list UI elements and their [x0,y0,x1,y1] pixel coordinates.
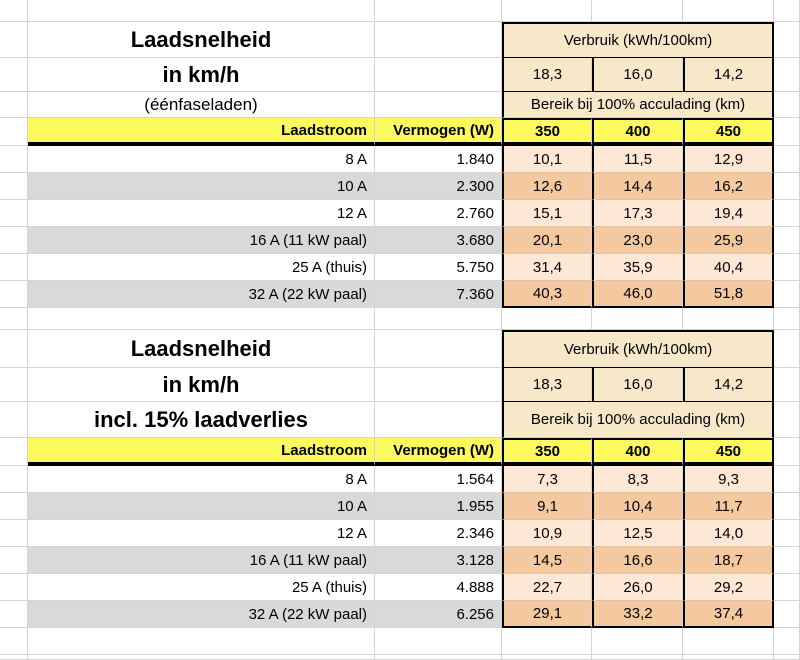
empty-cell [375,22,502,58]
empty-cell [774,574,800,601]
table2-laadstroom-cell[interactable]: 10 A [28,493,375,520]
table2-kmh-value-cell[interactable]: 29,1 [502,601,592,628]
table2-kmh-value-cell[interactable]: 33,2 [592,601,683,628]
table2-laadstroom-cell[interactable]: 16 A (11 kW paal) [28,547,375,574]
empty-cell [0,466,28,493]
table2-laadstroom-cell[interactable]: 32 A (22 kW paal) [28,601,375,628]
empty-cell [0,200,28,227]
table1-subtitle[interactable]: in km/h [28,58,375,92]
table2-verbruik-value-cell[interactable]: 16,0 [592,368,683,402]
empty-cell [774,493,800,520]
table1-kmh-value-cell[interactable]: 10,1 [502,146,592,173]
table2-vermogen-cell[interactable]: 1.564 [375,466,502,493]
table1-verbruik-value-cell[interactable]: 18,3 [502,58,592,92]
table2-bereik-value-cell[interactable]: 400 [592,438,683,466]
table1-kmh-value-cell[interactable]: 51,8 [683,281,774,308]
table1-kmh-value-cell[interactable]: 40,4 [683,254,774,281]
table2-kmh-value-cell[interactable]: 12,5 [592,520,683,547]
table1-kmh-value-cell[interactable]: 40,3 [502,281,592,308]
empty-cell [683,655,774,660]
table2-kmh-value-cell[interactable]: 11,7 [683,493,774,520]
empty-cell [375,330,502,368]
empty-cell [592,308,683,330]
empty-cell [774,92,800,118]
table1-vermogen-cell[interactable]: 5.750 [375,254,502,281]
empty-cell [774,330,800,368]
empty-cell [774,438,800,466]
table2-subtitle[interactable]: in km/h [28,368,375,402]
empty-cell [0,574,28,601]
empty-cell [774,200,800,227]
table1-vermogen-cell[interactable]: 3.680 [375,227,502,254]
table2-bereik-value-cell[interactable]: 350 [502,438,592,466]
empty-cell [592,0,683,22]
empty-cell [0,58,28,92]
empty-cell [0,402,28,438]
empty-cell [375,58,502,92]
empty-cell [774,402,800,438]
empty-cell [774,466,800,493]
table1-verbruik-value-cell[interactable]: 14,2 [683,58,774,92]
empty-cell [774,655,800,660]
empty-cell [774,547,800,574]
table2-kmh-value-cell[interactable]: 14,5 [502,547,592,574]
empty-cell [0,281,28,308]
table2-kmh-value-cell[interactable]: 7,3 [502,466,592,493]
empty-cell [774,368,800,402]
table1-kmh-value-cell[interactable]: 25,9 [683,227,774,254]
table1-vermogen-cell[interactable]: 2.300 [375,173,502,200]
table2-laadstroom-cell[interactable]: 8 A [28,466,375,493]
table2-bereik-value-cell[interactable]: 450 [683,438,774,466]
table2-vermogen-cell[interactable]: 1.955 [375,493,502,520]
empty-cell [28,655,375,660]
table1-verbruik-value-cell[interactable]: 16,0 [592,58,683,92]
table2-title[interactable]: Laadsnelheid [28,330,375,368]
table1-laadstroom-cell[interactable]: 10 A [28,173,375,200]
table1-kmh-value-cell[interactable]: 12,9 [683,146,774,173]
table1-kmh-value-cell[interactable]: 23,0 [592,227,683,254]
empty-cell [0,308,28,330]
table2-vermogen-cell[interactable]: 6.256 [375,601,502,628]
empty-cell [0,92,28,118]
empty-cell [592,628,683,655]
empty-cell [774,520,800,547]
empty-cell [0,601,28,628]
empty-cell [0,0,28,22]
table2-kmh-value-cell[interactable]: 37,4 [683,601,774,628]
table1-bereik-value-cell[interactable]: 400 [592,118,683,146]
empty-cell [774,118,800,146]
empty-cell [774,281,800,308]
empty-cell [774,227,800,254]
table1-kmh-value-cell[interactable]: 46,0 [592,281,683,308]
table1-laadstroom-cell[interactable]: 12 A [28,200,375,227]
table2-bereik-header-cell[interactable]: Bereik bij 100% acculading (km) [502,402,774,438]
empty-cell [683,628,774,655]
table2-laadstroom-header-cell[interactable]: Laadstroom [28,438,375,466]
table1-kmh-value-cell[interactable]: 20,1 [502,227,592,254]
table1-kmh-value-cell[interactable]: 17,3 [592,200,683,227]
empty-cell [502,628,592,655]
empty-cell [0,146,28,173]
table2-kmh-value-cell[interactable]: 9,3 [683,466,774,493]
empty-cell [0,547,28,574]
table1-laadstroom-cell[interactable]: 25 A (thuis) [28,254,375,281]
table2-note[interactable]: incl. 15% laadverlies [28,402,375,438]
empty-cell [774,628,800,655]
empty-cell [774,22,800,58]
empty-cell [774,173,800,200]
empty-cell [375,628,502,655]
empty-cell [0,438,28,466]
empty-cell [375,92,502,118]
empty-cell [375,0,502,22]
table1-laadstroom-header-cell[interactable]: Laadstroom [28,118,375,146]
table1-kmh-value-cell[interactable]: 11,5 [592,146,683,173]
empty-cell [0,330,28,368]
empty-cell [502,655,592,660]
empty-cell [774,146,800,173]
empty-cell [683,308,774,330]
empty-cell [0,227,28,254]
table1-vermogen-header-cell[interactable]: Vermogen (W) [375,118,502,146]
table1-bereik-value-cell[interactable]: 450 [683,118,774,146]
empty-cell [28,628,375,655]
empty-cell [0,368,28,402]
table2-kmh-value-cell[interactable]: 16,6 [592,547,683,574]
table2-verbruik-value-cell[interactable]: 14,2 [683,368,774,402]
empty-cell [0,254,28,281]
table1-vermogen-cell[interactable]: 2.760 [375,200,502,227]
empty-cell [0,628,28,655]
empty-cell [502,308,592,330]
table2-kmh-value-cell[interactable]: 14,0 [683,520,774,547]
table2-kmh-value-cell[interactable]: 29,2 [683,574,774,601]
table1-bereik-value-cell[interactable]: 350 [502,118,592,146]
table2-verbruik-header-cell[interactable]: Verbruik (kWh/100km) [502,330,774,368]
empty-cell [28,0,375,22]
table1-kmh-value-cell[interactable]: 14,4 [592,173,683,200]
empty-cell [774,254,800,281]
table1-kmh-value-cell[interactable]: 12,6 [502,173,592,200]
empty-cell [592,655,683,660]
table2-kmh-value-cell[interactable]: 22,7 [502,574,592,601]
empty-cell [774,0,800,22]
table2-kmh-value-cell[interactable]: 9,1 [502,493,592,520]
table2-vermogen-cell[interactable]: 2.346 [375,520,502,547]
empty-cell [375,308,502,330]
table1-kmh-value-cell[interactable]: 35,9 [592,254,683,281]
table2-verbruik-value-cell[interactable]: 18,3 [502,368,592,402]
empty-cell [502,0,592,22]
table1-title[interactable]: Laadsnelheid [28,22,375,58]
empty-cell [774,58,800,92]
empty-cell [683,0,774,22]
table2-vermogen-header-cell[interactable]: Vermogen (W) [375,438,502,466]
table1-verbruik-header-cell[interactable]: Verbruik (kWh/100km) [502,22,774,58]
empty-cell [0,173,28,200]
table2-vermogen-cell[interactable]: 3.128 [375,547,502,574]
table2-kmh-value-cell[interactable]: 10,9 [502,520,592,547]
table2-kmh-value-cell[interactable]: 10,4 [592,493,683,520]
empty-cell [774,308,800,330]
empty-cell [774,601,800,628]
empty-cell [0,22,28,58]
table1-laadstroom-cell[interactable]: 8 A [28,146,375,173]
table2-vermogen-cell[interactable]: 4.888 [375,574,502,601]
table2-kmh-value-cell[interactable]: 26,0 [592,574,683,601]
table1-bereik-header-cell[interactable]: Bereik bij 100% acculading (km) [502,92,774,118]
empty-cell [375,402,502,438]
table1-laadstroom-cell[interactable]: 16 A (11 kW paal) [28,227,375,254]
empty-cell [0,493,28,520]
empty-cell [0,118,28,146]
table1-kmh-value-cell[interactable]: 16,2 [683,173,774,200]
table2-laadstroom-cell[interactable]: 25 A (thuis) [28,574,375,601]
table1-vermogen-cell[interactable]: 1.840 [375,146,502,173]
table2-kmh-value-cell[interactable]: 8,3 [592,466,683,493]
empty-cell [0,520,28,547]
empty-cell [28,308,375,330]
empty-cell [375,368,502,402]
table2-kmh-value-cell[interactable]: 18,7 [683,547,774,574]
table2-laadstroom-cell[interactable]: 12 A [28,520,375,547]
table1-kmh-value-cell[interactable]: 19,4 [683,200,774,227]
table1-vermogen-cell[interactable]: 7.360 [375,281,502,308]
empty-cell [375,655,502,660]
empty-cell [0,655,28,660]
table1-note[interactable]: (éénfaseladen) [28,92,375,118]
table1-kmh-value-cell[interactable]: 15,1 [502,200,592,227]
table1-kmh-value-cell[interactable]: 31,4 [502,254,592,281]
table1-laadstroom-cell[interactable]: 32 A (22 kW paal) [28,281,375,308]
